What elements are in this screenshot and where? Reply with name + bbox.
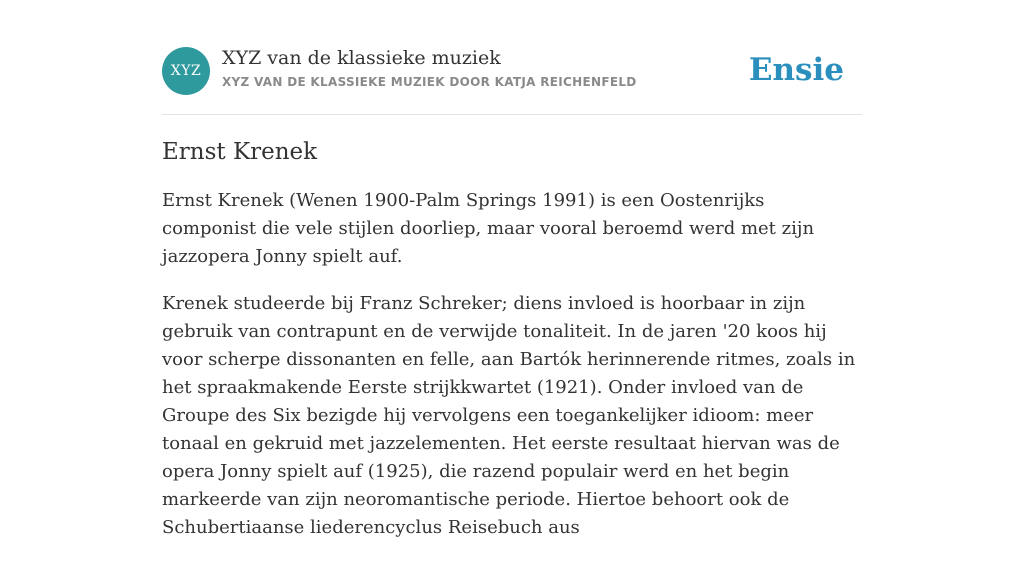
article [162,136,862,561]
article-paragraph: Ernst Krenek (Wenen 1900-Palm Springs 1991) is een Oostenrijks componist die vele stijlen doorliep, maar vooral beroemd werd met zijn jazzopera Jonny spielt auf. [162,190,815,267]
avatar[interactable]: XYZ [162,47,210,95]
page-title: Ernst Krenek [162,139,318,165]
site-titles [222,46,637,90]
brand-logo[interactable]: Ensie [748,52,844,88]
article-paragraph: Krenek studeerde bij Franz Schreker; diens invloed is hoorbaar in zijn gebruik van contrapunt en de verwijde tonaliteit. In de jaren '20 koos hij voor scherpe dissonanten en felle, aan Bartók herinnerende ritmes, zoals in het spraakmakende Eerste strijkkwartet (1921). Onder invloed van de Groupe des Six bezigde hij vervolgens een toegankelijker idioom: meer tonaal en gekruid met jazzelementen. Het eerste resultaat hiervan was de opera Jonny spielt auf (1925), die razend populair werd en het begin markeerde van zijn neoromantische periode. Hiertoe behoort ook de Schubertiaanse liederencyclus Reisebuch aus [162,293,856,538]
site-subtitle: XYZ VAN DE KLASSIEKE MUZIEK DOOR KATJA REICHENFELD [222,75,637,89]
site-header [162,46,862,115]
site-title[interactable]: XYZ van de klassieke muziek [222,47,501,69]
